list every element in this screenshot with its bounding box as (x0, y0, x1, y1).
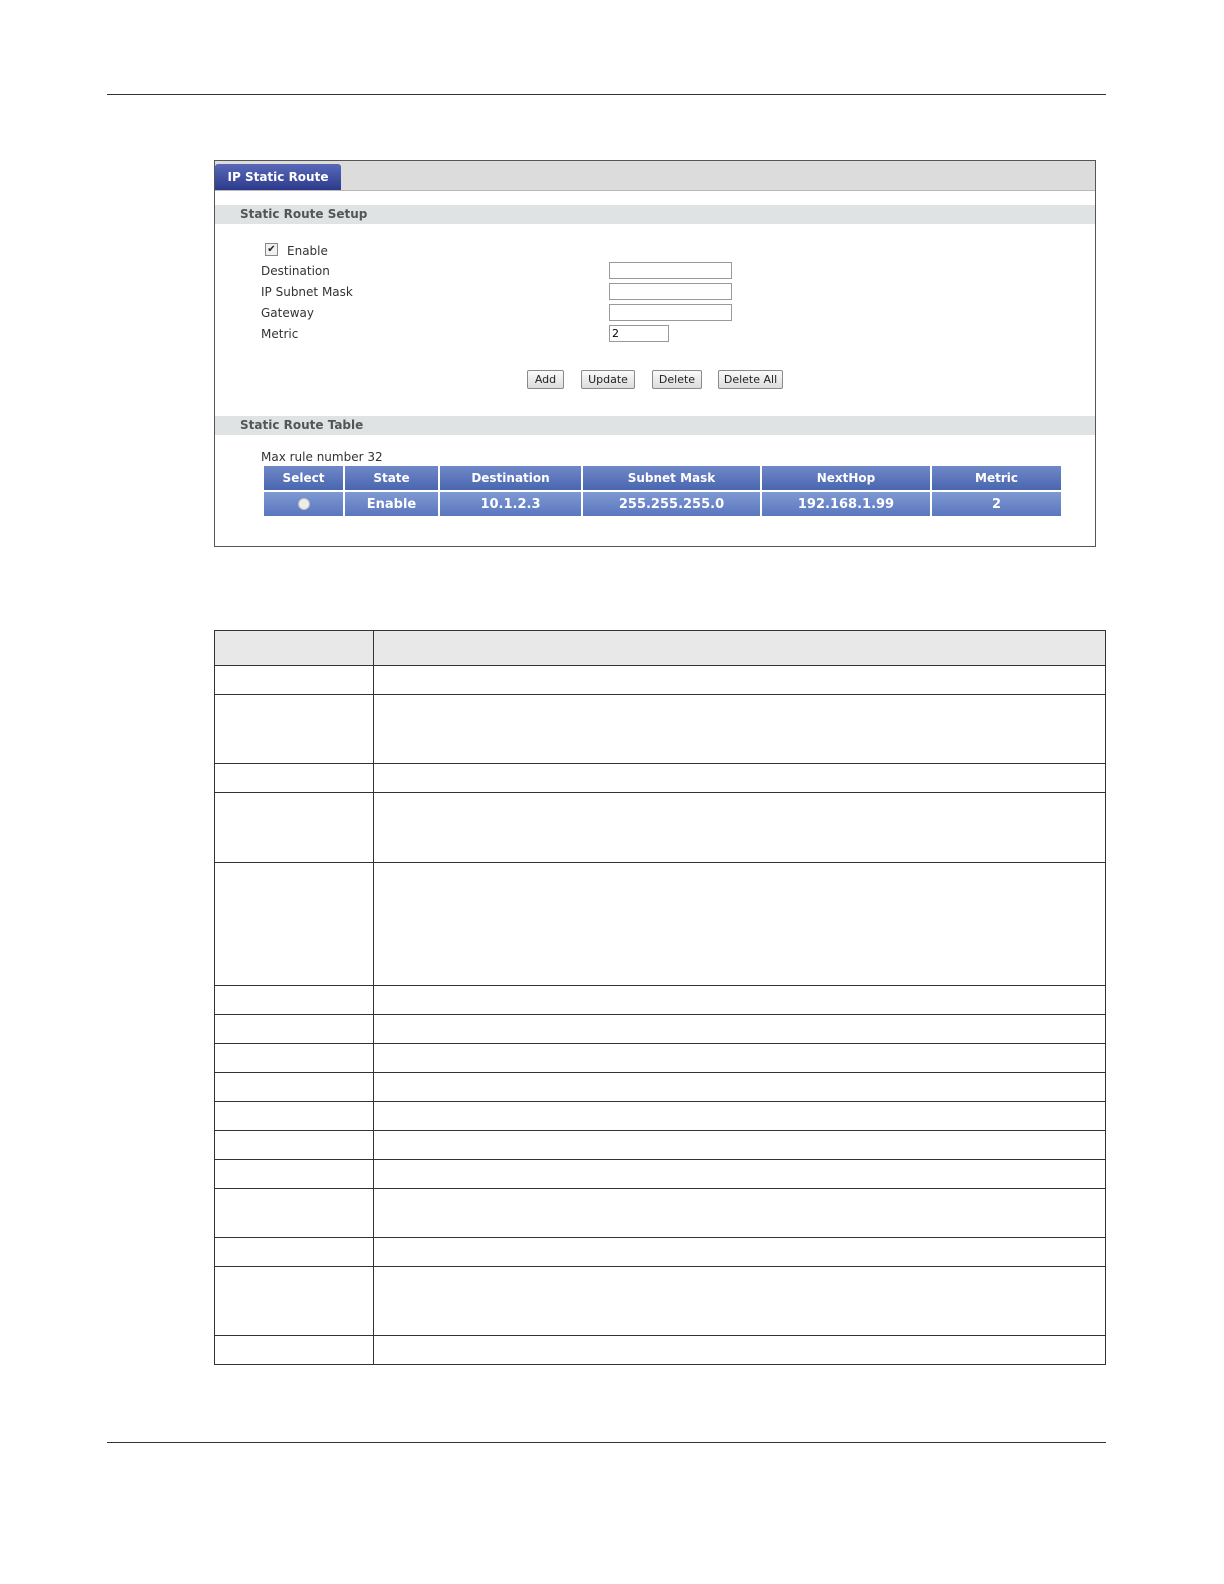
tab-bar (215, 161, 1095, 191)
static-route-setup-title: Static Route Setup (240, 207, 368, 221)
column-header-state: State (345, 466, 438, 490)
static-route-table-title: Static Route Table (240, 418, 364, 432)
description-cell (215, 764, 374, 793)
description-table (214, 630, 1106, 1365)
subnet-mask-label: IP Subnet Mask (261, 285, 353, 299)
column-header-subnet-mask: Subnet Mask (583, 466, 760, 490)
footer-rule (107, 1442, 1106, 1443)
description-row (215, 1238, 1106, 1267)
description-cell (215, 793, 374, 863)
description-cell (374, 1267, 1106, 1336)
description-cell (215, 1015, 374, 1044)
description-row (215, 695, 1106, 764)
row-subnet-mask: 255.255.255.0 (583, 492, 760, 516)
description-row (215, 1073, 1106, 1102)
metric-label: Metric (261, 327, 299, 341)
row-select-radio[interactable] (298, 498, 310, 510)
ip-static-route-panel (214, 160, 1096, 547)
description-row (215, 1102, 1106, 1131)
destination-label: Destination (261, 264, 330, 278)
description-cell (215, 1238, 374, 1267)
row-destination: 10.1.2.3 (440, 492, 581, 516)
description-header-cell (215, 631, 374, 666)
column-header-select: Select (264, 466, 343, 490)
description-cell (215, 1160, 374, 1189)
table-row (264, 492, 1061, 516)
enable-label: Enable (287, 244, 328, 258)
description-row (215, 764, 1106, 793)
column-header-nexthop: NextHop (762, 466, 930, 490)
description-cell (215, 1336, 374, 1365)
description-cell (374, 666, 1106, 695)
description-cell (215, 666, 374, 695)
column-header-destination: Destination (440, 466, 581, 490)
description-cell (374, 1160, 1106, 1189)
description-cell (374, 1131, 1106, 1160)
description-cell (374, 1073, 1106, 1102)
description-cell (374, 1015, 1106, 1044)
tab-ip-static-route[interactable]: IP Static Route (215, 164, 341, 190)
description-cell (374, 764, 1106, 793)
description-cell (215, 1131, 374, 1160)
add-button[interactable]: Add (527, 370, 564, 389)
gateway-input[interactable] (609, 304, 732, 321)
description-header-row (215, 631, 1106, 666)
description-cell (215, 695, 374, 764)
description-cell (374, 1189, 1106, 1238)
description-row (215, 666, 1106, 695)
description-cell (374, 793, 1106, 863)
enable-checkbox[interactable]: ✔ (265, 243, 278, 256)
description-row (215, 1044, 1106, 1073)
description-cell (215, 1189, 374, 1238)
description-row (215, 986, 1106, 1015)
header-rule (107, 94, 1106, 95)
max-rule-text: Max rule number 32 (261, 450, 383, 464)
description-row (215, 1160, 1106, 1189)
description-cell (374, 1238, 1106, 1267)
metric-input[interactable] (609, 325, 669, 342)
static-route-table-heading (215, 416, 1095, 435)
description-row (215, 793, 1106, 863)
row-state: Enable (345, 492, 438, 516)
description-cell (374, 1336, 1106, 1365)
description-cell (215, 863, 374, 986)
description-row (215, 1267, 1106, 1336)
description-cell (374, 1044, 1106, 1073)
description-cell (215, 1073, 374, 1102)
description-cell (215, 1267, 374, 1336)
description-cell (374, 863, 1106, 986)
static-route-table (262, 466, 1063, 516)
static-route-setup-heading (215, 205, 1095, 224)
description-cell (374, 695, 1106, 764)
description-cell (215, 1102, 374, 1131)
delete-button[interactable]: Delete (652, 370, 702, 389)
description-header-cell (374, 631, 1106, 666)
row-nexthop: 192.168.1.99 (762, 492, 930, 516)
update-button[interactable]: Update (581, 370, 635, 389)
destination-input[interactable] (609, 262, 732, 279)
delete-all-button[interactable]: Delete All (718, 370, 783, 389)
row-select-cell (264, 492, 343, 516)
column-header-metric: Metric (932, 466, 1061, 490)
row-metric: 2 (932, 492, 1061, 516)
description-cell (215, 1044, 374, 1073)
description-cell (374, 986, 1106, 1015)
description-row (215, 863, 1106, 986)
description-row (215, 1015, 1106, 1044)
description-row (215, 1336, 1106, 1365)
table-header-row (264, 466, 1061, 490)
description-row (215, 1131, 1106, 1160)
description-row (215, 1189, 1106, 1238)
subnet-mask-input[interactable] (609, 283, 732, 300)
description-cell (374, 1102, 1106, 1131)
gateway-label: Gateway (261, 306, 315, 320)
description-cell (215, 986, 374, 1015)
